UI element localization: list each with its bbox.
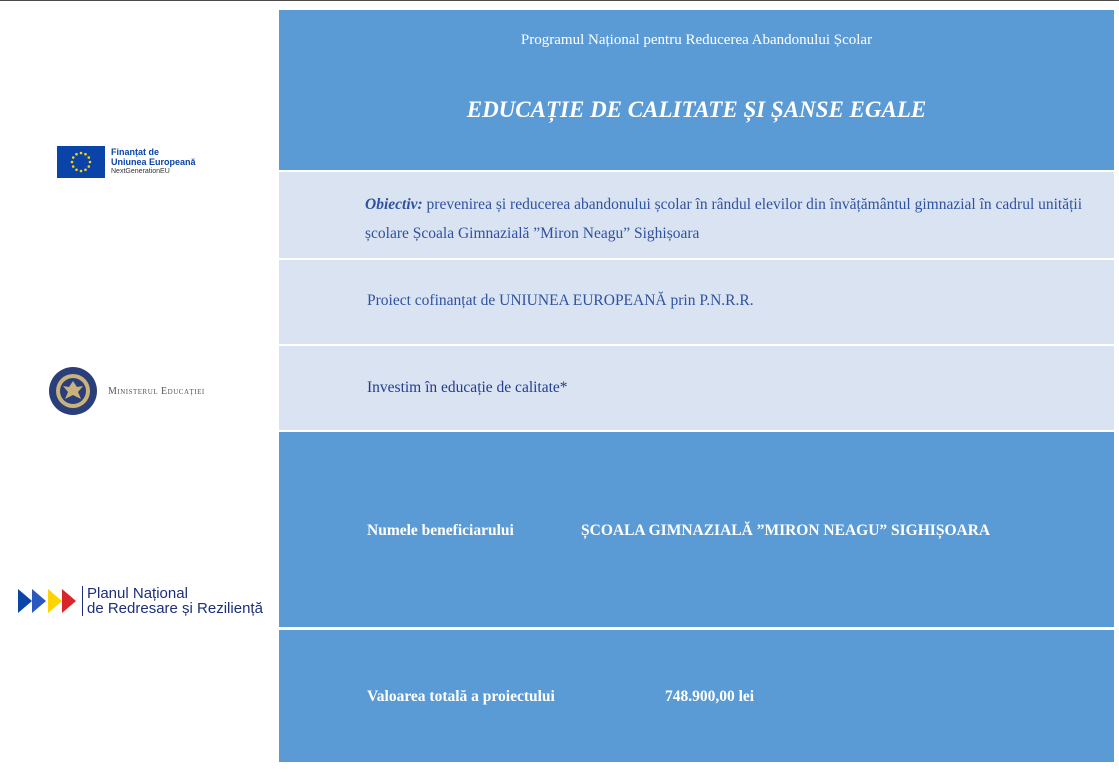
program-name: Programul Național pentru Reducerea Abandonului Școlar xyxy=(520,32,873,48)
ministry-name: Ministerul Educației xyxy=(108,385,205,397)
total-value-panel xyxy=(279,630,1114,762)
investment-text: Investim în educație de calitate* xyxy=(367,379,568,396)
total-value-label: Valoarea totală a proiectului xyxy=(367,688,555,705)
beneficiary-panel xyxy=(279,432,1114,627)
beneficiary-name: ȘCOALA GIMNAZIALĂ ”MIRON NEAGU” SIGHIȘOARA xyxy=(581,522,991,539)
beneficiary-label: Numele beneficiarului xyxy=(367,522,514,539)
objective-description: prevenirea și reducerea abandonului școlar în rândul elevilor din învățământul gimnazial în cadrul unității școlare Școala Gimnazială ”Miron Neagu” Sighișoara xyxy=(365,196,1083,242)
pnrr-line2: de Redresare și Reziliență xyxy=(87,600,263,617)
project-funding-text: Proiect cofinanțat de UNIUNEA EUROPEANĂ prin P.N.R.R. xyxy=(367,292,754,309)
investment-panel xyxy=(279,346,1114,430)
project-funding-panel xyxy=(279,260,1114,344)
objective-label: Obiectiv: xyxy=(365,196,423,213)
eu-logo-line1: Finanțat de xyxy=(111,147,160,157)
eu-funding-logo xyxy=(57,146,196,178)
eu-logo-line2: Uniunea Europeană xyxy=(111,157,196,167)
ministry-logo xyxy=(48,366,205,416)
pnrr-arrows-icon xyxy=(18,586,78,616)
pnrr-line1: Planul Național xyxy=(87,585,188,602)
government-seal-icon xyxy=(48,366,98,416)
eu-flag-icon xyxy=(57,146,105,178)
objective-panel xyxy=(279,172,1114,258)
total-value-amount: 748.900,00 lei xyxy=(665,688,755,705)
page-title: EDUCAȚIE DE CALITATE ȘI ȘANSE EGALE xyxy=(466,97,927,122)
eu-logo-text xyxy=(111,147,196,177)
header-panel xyxy=(279,10,1114,170)
eu-logo-line3: NextGenerationEU xyxy=(111,168,170,175)
pnrr-logo xyxy=(18,586,263,616)
objective-text xyxy=(365,190,1104,248)
top-rule xyxy=(0,0,1119,1)
pnrr-text xyxy=(82,586,263,616)
